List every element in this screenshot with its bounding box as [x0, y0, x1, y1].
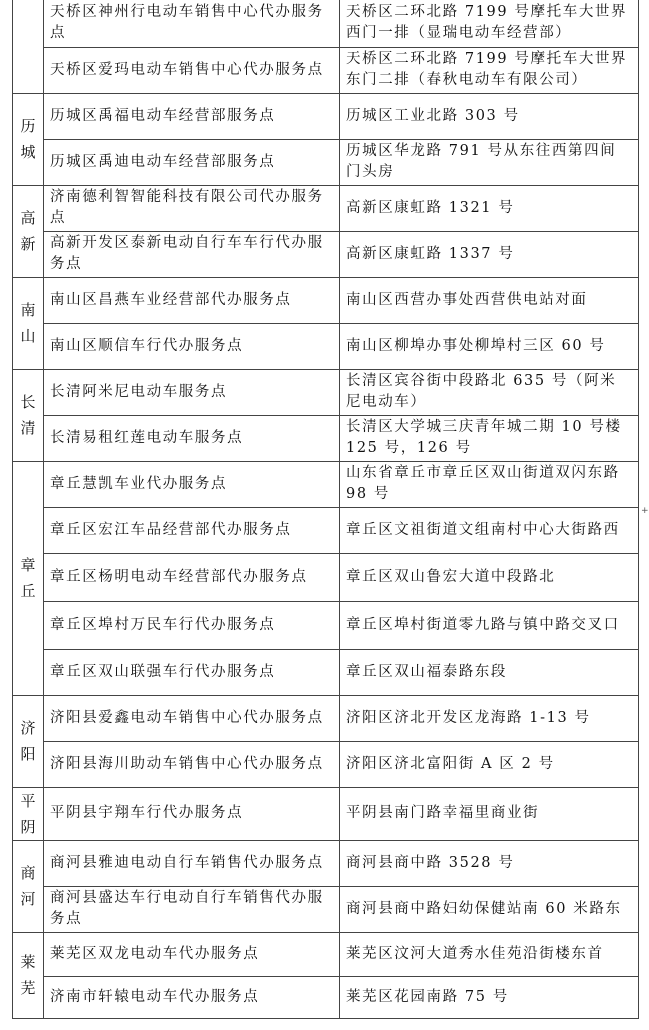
district-label — [17, 715, 39, 767]
service-point-name: 章丘慧凯车业代办服务点 — [44, 461, 340, 507]
service-point-name: 天桥区爱玛电动车销售中心代办服务点 — [44, 47, 340, 93]
district-label — [17, 389, 39, 441]
district-char: 清 — [20, 419, 36, 437]
service-point-address: 历城区工业北路 303 号 — [340, 93, 639, 139]
service-point-name: 历城区禹迪电动车经营部服务点 — [44, 139, 340, 185]
district-char: 阳 — [20, 745, 36, 763]
service-point-address: 长清区大学城三庆青年城二期 10 号楼 125 号，126 号 — [340, 415, 639, 461]
table-row — [13, 507, 639, 553]
district-label — [17, 552, 39, 604]
service-point-name: 高新开发区泰新电动自行车车行代办服务点 — [44, 231, 340, 277]
table-row — [13, 840, 639, 886]
service-point-address: 长清区宾谷街中段路北 635 号（阿米尼电动车） — [340, 369, 639, 415]
table-row — [13, 0, 639, 47]
service-point-name: 章丘区双山联强车行代办服务点 — [44, 649, 340, 695]
service-point-address: 商河县商中路妇幼保健站南 60 米路东 — [340, 886, 639, 932]
service-point-name: 章丘区杨明电动车经营部代办服务点 — [44, 553, 340, 601]
table-row — [13, 601, 639, 649]
service-point-name: 天桥区神州行电动车销售中心代办服务点 — [44, 0, 340, 47]
district-cell — [13, 840, 44, 932]
district-char: 济 — [20, 719, 36, 737]
service-point-name: 长清阿米尼电动车服务点 — [44, 369, 340, 415]
district-char: 芜 — [20, 979, 36, 997]
service-point-name: 莱芜区双龙电动车代办服务点 — [44, 932, 340, 976]
table-row — [13, 976, 639, 1018]
table-row — [13, 277, 639, 323]
service-point-address: 商河县商中路 3528 号 — [340, 840, 639, 886]
district-char: 历 — [20, 117, 36, 135]
district-char: 高 — [20, 209, 36, 227]
service-point-address: 章丘区文祖街道文组南村中心大街路西 — [340, 507, 639, 553]
district-char: 平 — [20, 791, 36, 810]
district-label — [17, 205, 39, 257]
service-point-name: 平阴县宇翔车行代办服务点 — [44, 787, 340, 840]
district-cell — [13, 461, 44, 695]
table-row — [13, 139, 639, 185]
district-char: 商 — [20, 864, 36, 882]
district-label — [17, 113, 39, 165]
district-char: 长 — [20, 393, 36, 411]
service-point-table — [12, 0, 639, 1019]
service-point-name: 济阳县爱鑫电动车销售中心代办服务点 — [44, 695, 340, 741]
district-cell — [13, 695, 44, 787]
district-char: 河 — [20, 890, 36, 908]
service-point-address: 天桥区二环北路 7199 号摩托车大世界西门一排（显瑞电动车经营部） — [340, 0, 639, 47]
service-point-address: 南山区西营办事处西营供电站对面 — [340, 277, 639, 323]
service-point-address: 济阳区济北开发区龙海路 1-13 号 — [340, 695, 639, 741]
table-row — [13, 886, 639, 932]
table-row — [13, 553, 639, 601]
service-point-address: 章丘区双山鲁宏大道中段路北 — [340, 553, 639, 601]
service-point-name: 济南市轩辕电动车代办服务点 — [44, 976, 340, 1018]
table-wrapper — [12, 0, 639, 1019]
table-row — [13, 932, 639, 976]
service-point-address: 济阳区济北富阳街 A 区 2 号 — [340, 741, 639, 787]
service-point-address: 高新区康虹路 1321 号 — [340, 185, 639, 231]
service-point-name: 章丘区埠村万民车行代办服务点 — [44, 601, 340, 649]
service-point-name: 济南德利智智能科技有限公司代办服务点 — [44, 185, 340, 231]
table-row — [13, 787, 639, 840]
service-point-name: 商河县盛达车行电动自行车销售代办服务点 — [44, 886, 340, 932]
table-row — [13, 47, 639, 93]
district-char: 章 — [20, 556, 36, 574]
service-point-address: 章丘区双山福泰路东段 — [340, 649, 639, 695]
service-point-address: 天桥区二环北路 7199 号摩托车大世界东门二排（春秋电动车有限公司） — [340, 47, 639, 93]
service-point-address: 山东省章丘市章丘区双山街道双闪东路 98 号 — [340, 461, 639, 507]
table-row — [13, 369, 639, 415]
district-label — [17, 949, 39, 1001]
service-point-address: 章丘区埠村街道零九路与镇中路交叉口 — [340, 601, 639, 649]
district-cell — [13, 277, 44, 369]
service-point-address: 平阴县南门路幸福里商业街 — [340, 787, 639, 840]
table-row — [13, 323, 639, 369]
service-point-name: 历城区禹福电动车经营部服务点 — [44, 93, 340, 139]
table-row — [13, 649, 639, 695]
district-label — [17, 788, 39, 840]
district-char: 新 — [20, 235, 36, 253]
service-point-name: 商河县雅迪电动自行车销售代办服务点 — [44, 840, 340, 886]
district-char: 丘 — [20, 582, 36, 600]
service-point-address: 高新区康虹路 1337 号 — [340, 231, 639, 277]
district-cell — [13, 185, 44, 277]
service-point-name: 济阳县海川助动车销售中心代办服务点 — [44, 741, 340, 787]
table-row — [13, 461, 639, 507]
service-point-name: 长清易租红莲电动车服务点 — [44, 415, 340, 461]
table-edge-mark: + — [641, 506, 649, 516]
district-cell — [13, 93, 44, 185]
district-char: 城 — [20, 143, 36, 161]
district-char: 山 — [20, 327, 36, 345]
table-row — [13, 695, 639, 741]
district-cell — [13, 787, 44, 840]
service-point-address: 历城区华龙路 791 号从东往西第四间门头房 — [340, 139, 639, 185]
table-row — [13, 231, 639, 277]
service-point-name: 章丘区宏江车品经营部代办服务点 — [44, 507, 340, 553]
table-row — [13, 741, 639, 787]
table-row — [13, 185, 639, 231]
service-point-name: 南山区顺信车行代办服务点 — [44, 323, 340, 369]
service-point-name: 南山区昌燕车业经营部代办服务点 — [44, 277, 340, 323]
service-point-address: 莱芜区花园南路 75 号 — [340, 976, 639, 1018]
district-cell — [13, 932, 44, 1018]
district-label — [17, 297, 39, 349]
service-point-address: 南山区柳埠办事处柳埠村三区 60 号 — [340, 323, 639, 369]
table-row — [13, 415, 639, 461]
table-row — [13, 93, 639, 139]
district-char: 莱 — [20, 953, 36, 971]
district-cell — [13, 0, 44, 93]
district-char: 南 — [20, 301, 36, 319]
district-label — [17, 860, 39, 912]
district-char: 阴 — [20, 817, 36, 836]
service-point-address: 莱芜区汶河大道秀水佳苑沿街楼东首 — [340, 932, 639, 976]
district-cell — [13, 369, 44, 461]
